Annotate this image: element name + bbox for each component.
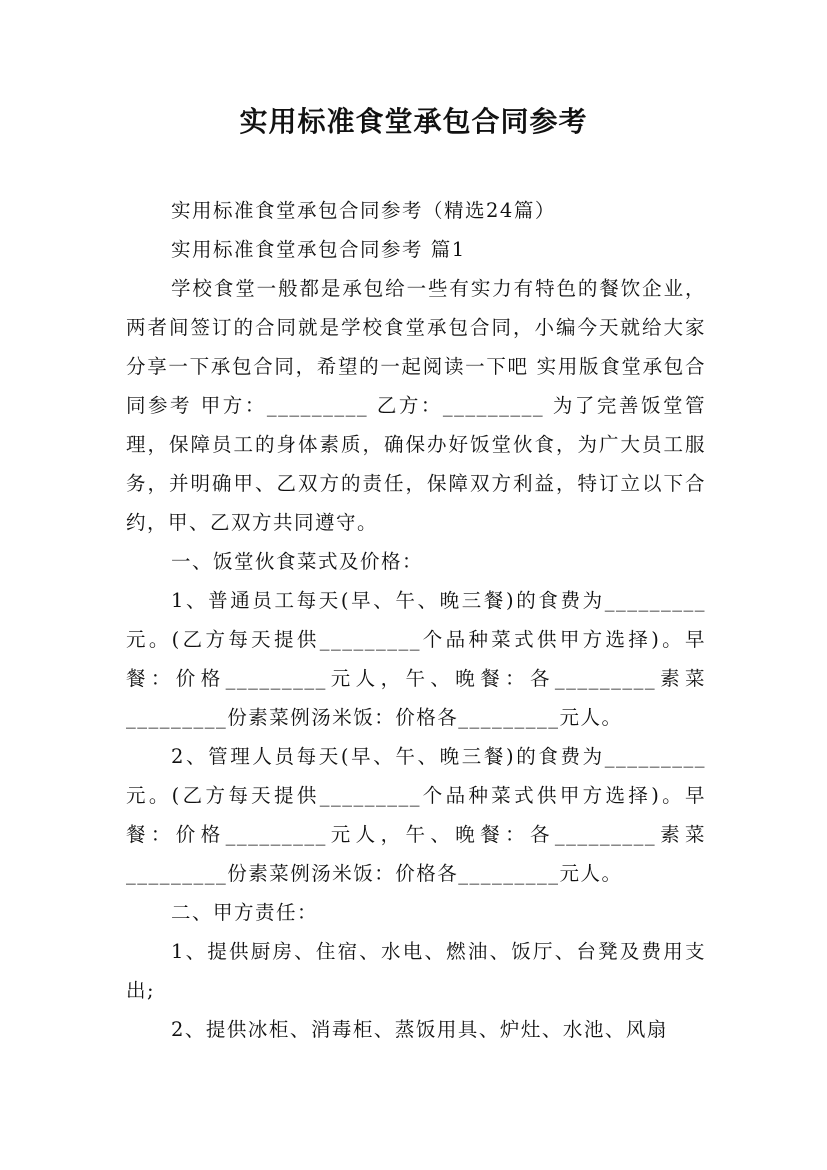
intro-paragraph: 学校食堂一般都是承包给一些有实力有特色的餐饮企业，两者间签订的合同就是学校食堂承包合同，小编今天就给大家分享一下承包合同，希望的一起阅读一下吧 实用版食堂承包合同参考 甲方：_________ 乙方：_________ 为了完善饭堂管理，保障员工的身体素质，确保办好饭堂伙食，为广大员工服务，并明确甲、乙双方的责任，保障双方利益，特订立以下合约，甲、乙双方共同遵守。 <box>126 277 706 534</box>
clause-2-2: 2、提供冰柜、消毒柜、蒸饭用具、炉灶、水池、风扇 <box>171 1018 668 1041</box>
document-title: 实用标准食堂承包合同参考 <box>239 105 588 138</box>
clause-1-1: 1、普通员工每天(早、午、晚三餐)的食费为_________元。(乙方每天提供_________个品种菜式供甲方选择)。早餐：价格_________元人，午、晚餐：各_________素菜_________份素菜例汤米饭：价格各_________元人。 <box>126 589 706 729</box>
clause-heading-1: 一、饭堂伙食菜式及价格： <box>171 550 424 573</box>
section-heading: 实用标准食堂承包合同参考 篇1 <box>171 238 466 261</box>
clause-2-1: 1、提供厨房、住宿、水电、燃油、饭厅、台凳及费用支出; <box>126 940 706 1002</box>
clause-heading-2: 二、甲方责任： <box>171 901 319 924</box>
document-body <box>126 191 706 1049</box>
subtitle-paragraph: 实用标准食堂承包合同参考（精选24篇） <box>171 199 556 222</box>
clause-1-2: 2、管理人员每天(早、午、晚三餐)的食费为_________元。(乙方每天提供_________个品种菜式供甲方选择)。早餐：价格_________元人，午、晚餐：各_________素菜_________份素菜例汤米饭：价格各_________元人。 <box>126 745 706 885</box>
